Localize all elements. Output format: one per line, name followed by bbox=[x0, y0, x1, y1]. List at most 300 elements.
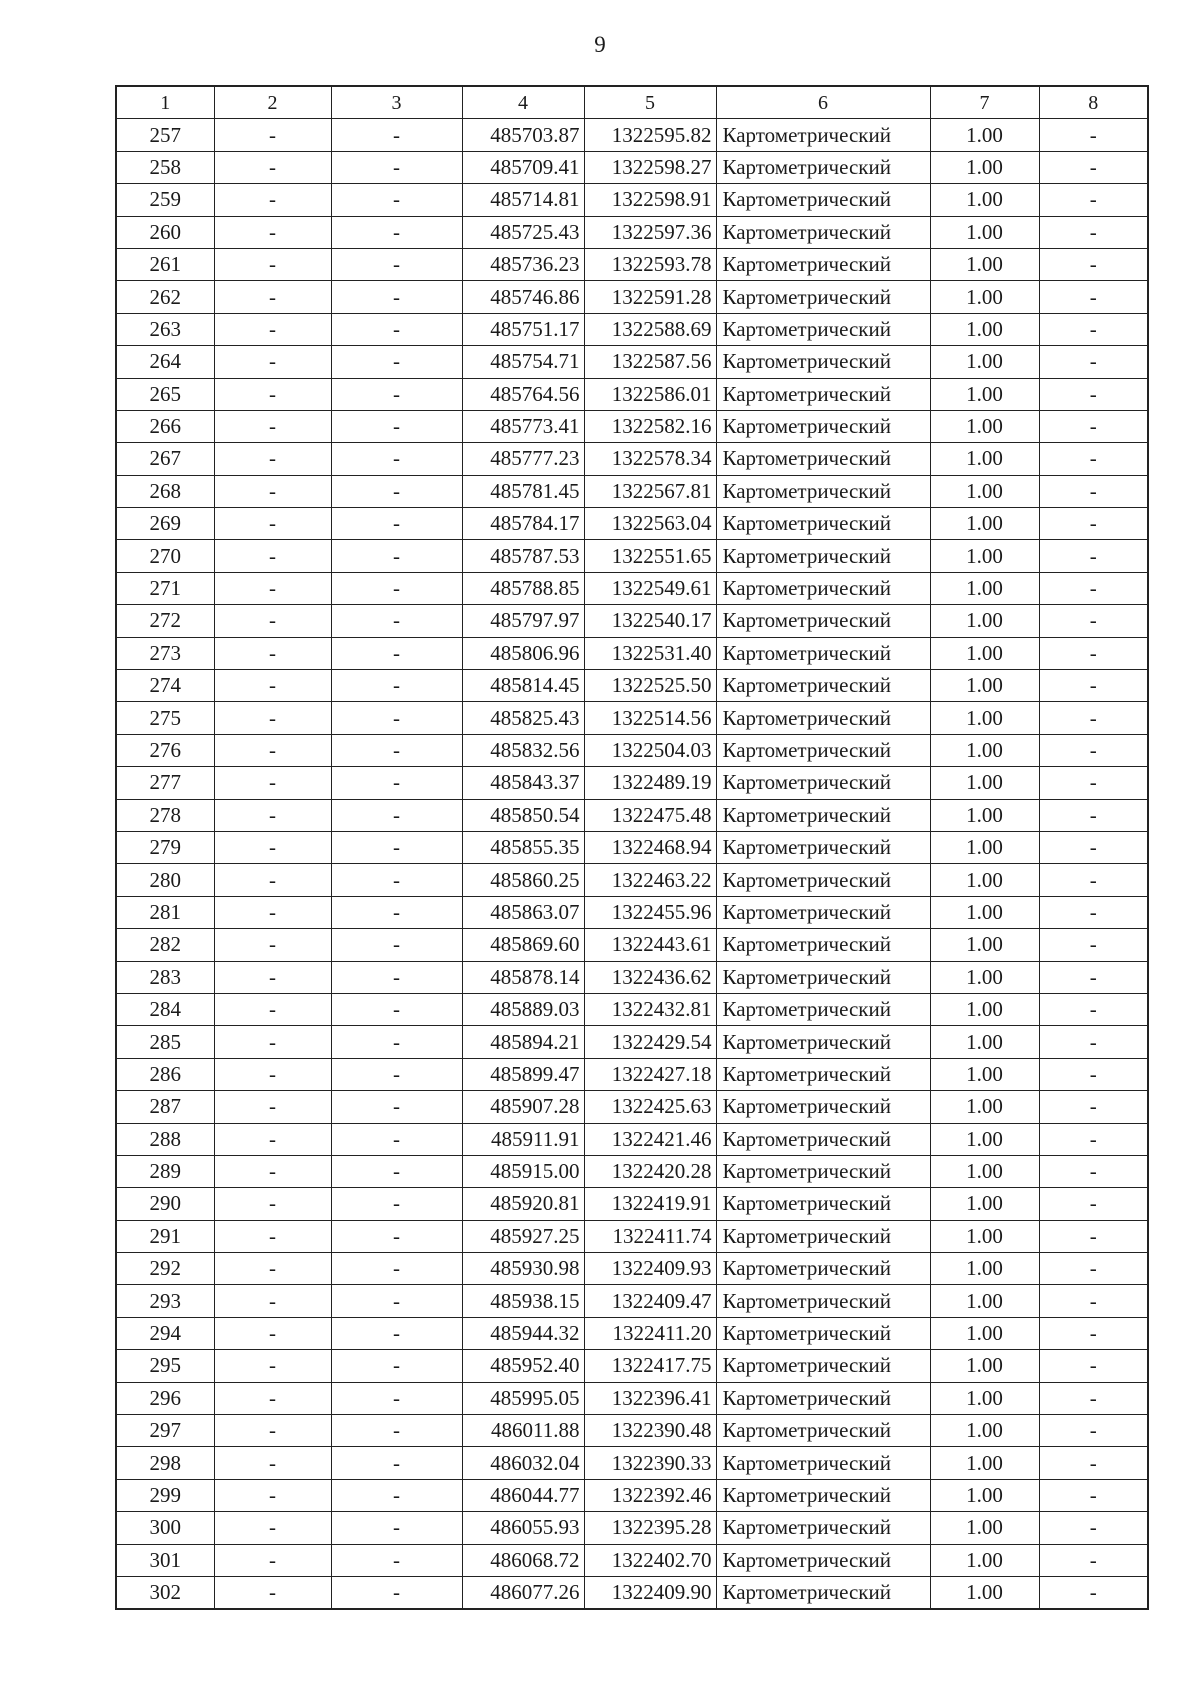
col-3-cell: - bbox=[331, 508, 462, 540]
col-2-cell: - bbox=[214, 637, 331, 669]
col-8-cell: - bbox=[1039, 929, 1148, 961]
col-8-cell: - bbox=[1039, 1026, 1148, 1058]
x-coordinate-cell: 486044.77 bbox=[462, 1479, 584, 1511]
table-row bbox=[116, 1479, 1148, 1511]
accuracy-cell: 1.00 bbox=[930, 151, 1039, 183]
col-2-cell: - bbox=[214, 1058, 331, 1090]
x-coordinate-cell: 485764.56 bbox=[462, 378, 584, 410]
x-coordinate-cell: 485746.86 bbox=[462, 281, 584, 313]
column-header: 4 bbox=[462, 86, 584, 119]
col-3-cell: - bbox=[331, 993, 462, 1025]
table-row bbox=[116, 572, 1148, 604]
y-coordinate-cell: 1322390.48 bbox=[584, 1415, 716, 1447]
method-cell: Картометрический bbox=[716, 831, 930, 863]
col-8-cell: - bbox=[1039, 1479, 1148, 1511]
y-coordinate-cell: 1322598.27 bbox=[584, 151, 716, 183]
col-3-cell: - bbox=[331, 1382, 462, 1414]
point-number-cell: 276 bbox=[116, 734, 214, 766]
x-coordinate-cell: 485714.81 bbox=[462, 184, 584, 216]
table-row bbox=[116, 540, 1148, 572]
col-2-cell: - bbox=[214, 346, 331, 378]
method-cell: Картометрический bbox=[716, 540, 930, 572]
method-cell: Картометрический bbox=[716, 572, 930, 604]
point-number-cell: 292 bbox=[116, 1253, 214, 1285]
col-2-cell: - bbox=[214, 475, 331, 507]
y-coordinate-cell: 1322421.46 bbox=[584, 1123, 716, 1155]
table-row bbox=[116, 993, 1148, 1025]
col-8-cell: - bbox=[1039, 1285, 1148, 1317]
x-coordinate-cell: 485736.23 bbox=[462, 248, 584, 280]
col-8-cell: - bbox=[1039, 896, 1148, 928]
col-8-cell: - bbox=[1039, 702, 1148, 734]
col-2-cell: - bbox=[214, 767, 331, 799]
table-row bbox=[116, 378, 1148, 410]
x-coordinate-cell: 485878.14 bbox=[462, 961, 584, 993]
x-coordinate-cell: 485995.05 bbox=[462, 1382, 584, 1414]
col-8-cell: - bbox=[1039, 1512, 1148, 1544]
x-coordinate-cell: 486077.26 bbox=[462, 1576, 584, 1609]
col-8-cell: - bbox=[1039, 1382, 1148, 1414]
table-row bbox=[116, 216, 1148, 248]
x-coordinate-cell: 485952.40 bbox=[462, 1350, 584, 1382]
table-row bbox=[116, 929, 1148, 961]
y-coordinate-cell: 1322409.90 bbox=[584, 1576, 716, 1609]
x-coordinate-cell: 485709.41 bbox=[462, 151, 584, 183]
x-coordinate-cell: 486032.04 bbox=[462, 1447, 584, 1479]
page-number: 9 bbox=[594, 32, 606, 57]
point-number-cell: 297 bbox=[116, 1415, 214, 1447]
accuracy-cell: 1.00 bbox=[930, 670, 1039, 702]
col-2-cell: - bbox=[214, 1155, 331, 1187]
y-coordinate-cell: 1322597.36 bbox=[584, 216, 716, 248]
col-2-cell: - bbox=[214, 508, 331, 540]
x-coordinate-cell: 485907.28 bbox=[462, 1091, 584, 1123]
point-number-cell: 275 bbox=[116, 702, 214, 734]
col-8-cell: - bbox=[1039, 864, 1148, 896]
method-cell: Картометрический bbox=[716, 1479, 930, 1511]
x-coordinate-cell: 485930.98 bbox=[462, 1253, 584, 1285]
col-3-cell: - bbox=[331, 443, 462, 475]
col-8-cell: - bbox=[1039, 540, 1148, 572]
col-3-cell: - bbox=[331, 929, 462, 961]
point-number-cell: 302 bbox=[116, 1576, 214, 1609]
accuracy-cell: 1.00 bbox=[930, 281, 1039, 313]
accuracy-cell: 1.00 bbox=[930, 508, 1039, 540]
table-row bbox=[116, 670, 1148, 702]
column-header: 7 bbox=[930, 86, 1039, 119]
accuracy-cell: 1.00 bbox=[930, 1576, 1039, 1609]
x-coordinate-cell: 485938.15 bbox=[462, 1285, 584, 1317]
point-number-cell: 287 bbox=[116, 1091, 214, 1123]
y-coordinate-cell: 1322420.28 bbox=[584, 1155, 716, 1187]
accuracy-cell: 1.00 bbox=[930, 1188, 1039, 1220]
y-coordinate-cell: 1322396.41 bbox=[584, 1382, 716, 1414]
y-coordinate-cell: 1322411.20 bbox=[584, 1317, 716, 1349]
method-cell: Картометрический bbox=[716, 443, 930, 475]
method-cell: Картометрический bbox=[716, 119, 930, 151]
y-coordinate-cell: 1322409.93 bbox=[584, 1253, 716, 1285]
point-number-cell: 295 bbox=[116, 1350, 214, 1382]
col-8-cell: - bbox=[1039, 184, 1148, 216]
accuracy-cell: 1.00 bbox=[930, 1220, 1039, 1252]
point-number-cell: 290 bbox=[116, 1188, 214, 1220]
col-3-cell: - bbox=[331, 605, 462, 637]
col-3-cell: - bbox=[331, 1026, 462, 1058]
method-cell: Картометрический bbox=[716, 605, 930, 637]
method-cell: Картометрический bbox=[716, 1544, 930, 1576]
col-3-cell: - bbox=[331, 864, 462, 896]
table-row bbox=[116, 1155, 1148, 1187]
column-header: 8 bbox=[1039, 86, 1148, 119]
y-coordinate-cell: 1322514.56 bbox=[584, 702, 716, 734]
method-cell: Картометрический bbox=[716, 1512, 930, 1544]
accuracy-cell: 1.00 bbox=[930, 475, 1039, 507]
col-8-cell: - bbox=[1039, 378, 1148, 410]
x-coordinate-cell: 485797.97 bbox=[462, 605, 584, 637]
col-8-cell: - bbox=[1039, 248, 1148, 280]
y-coordinate-cell: 1322409.47 bbox=[584, 1285, 716, 1317]
method-cell: Картометрический bbox=[716, 1447, 930, 1479]
point-number-cell: 260 bbox=[116, 216, 214, 248]
col-2-cell: - bbox=[214, 670, 331, 702]
col-2-cell: - bbox=[214, 1544, 331, 1576]
method-cell: Картометрический bbox=[716, 346, 930, 378]
col-3-cell: - bbox=[331, 378, 462, 410]
col-2-cell: - bbox=[214, 1447, 331, 1479]
col-8-cell: - bbox=[1039, 410, 1148, 442]
col-3-cell: - bbox=[331, 1285, 462, 1317]
x-coordinate-cell: 485863.07 bbox=[462, 896, 584, 928]
point-number-cell: 278 bbox=[116, 799, 214, 831]
col-3-cell: - bbox=[331, 184, 462, 216]
x-coordinate-cell: 485850.54 bbox=[462, 799, 584, 831]
x-coordinate-cell: 485843.37 bbox=[462, 767, 584, 799]
table-row bbox=[116, 151, 1148, 183]
col-2-cell: - bbox=[214, 1350, 331, 1382]
method-cell: Картометрический bbox=[716, 313, 930, 345]
col-8-cell: - bbox=[1039, 1576, 1148, 1609]
table-row bbox=[116, 1058, 1148, 1090]
x-coordinate-cell: 485725.43 bbox=[462, 216, 584, 248]
accuracy-cell: 1.00 bbox=[930, 896, 1039, 928]
method-cell: Картометрический bbox=[716, 1415, 930, 1447]
point-number-cell: 277 bbox=[116, 767, 214, 799]
table-row bbox=[116, 184, 1148, 216]
table-row bbox=[116, 702, 1148, 734]
col-3-cell: - bbox=[331, 151, 462, 183]
accuracy-cell: 1.00 bbox=[930, 313, 1039, 345]
point-number-cell: 273 bbox=[116, 637, 214, 669]
coordinates-table bbox=[115, 85, 1149, 1610]
x-coordinate-cell: 485860.25 bbox=[462, 864, 584, 896]
x-coordinate-cell: 485832.56 bbox=[462, 734, 584, 766]
col-3-cell: - bbox=[331, 1512, 462, 1544]
table-row bbox=[116, 281, 1148, 313]
y-coordinate-cell: 1322489.19 bbox=[584, 767, 716, 799]
col-3-cell: - bbox=[331, 767, 462, 799]
accuracy-cell: 1.00 bbox=[930, 734, 1039, 766]
table-row bbox=[116, 1382, 1148, 1414]
accuracy-cell: 1.00 bbox=[930, 1512, 1039, 1544]
table-row bbox=[116, 1447, 1148, 1479]
method-cell: Картометрический bbox=[716, 248, 930, 280]
method-cell: Картометрический bbox=[716, 281, 930, 313]
point-number-cell: 282 bbox=[116, 929, 214, 961]
col-3-cell: - bbox=[331, 1188, 462, 1220]
table-row bbox=[116, 1253, 1148, 1285]
col-2-cell: - bbox=[214, 313, 331, 345]
column-header: 5 bbox=[584, 86, 716, 119]
point-number-cell: 263 bbox=[116, 313, 214, 345]
y-coordinate-cell: 1322455.96 bbox=[584, 896, 716, 928]
accuracy-cell: 1.00 bbox=[930, 702, 1039, 734]
y-coordinate-cell: 1322427.18 bbox=[584, 1058, 716, 1090]
table-row bbox=[116, 1220, 1148, 1252]
point-number-cell: 257 bbox=[116, 119, 214, 151]
method-cell: Картометрический bbox=[716, 702, 930, 734]
col-2-cell: - bbox=[214, 1253, 331, 1285]
method-cell: Картометрический bbox=[716, 378, 930, 410]
col-8-cell: - bbox=[1039, 637, 1148, 669]
point-number-cell: 266 bbox=[116, 410, 214, 442]
x-coordinate-cell: 486055.93 bbox=[462, 1512, 584, 1544]
col-8-cell: - bbox=[1039, 1350, 1148, 1382]
y-coordinate-cell: 1322504.03 bbox=[584, 734, 716, 766]
col-8-cell: - bbox=[1039, 346, 1148, 378]
col-3-cell: - bbox=[331, 1544, 462, 1576]
table-row bbox=[116, 961, 1148, 993]
table-row bbox=[116, 475, 1148, 507]
col-3-cell: - bbox=[331, 1091, 462, 1123]
y-coordinate-cell: 1322525.50 bbox=[584, 670, 716, 702]
x-coordinate-cell: 485814.45 bbox=[462, 670, 584, 702]
accuracy-cell: 1.00 bbox=[930, 605, 1039, 637]
col-3-cell: - bbox=[331, 540, 462, 572]
col-2-cell: - bbox=[214, 961, 331, 993]
y-coordinate-cell: 1322588.69 bbox=[584, 313, 716, 345]
method-cell: Картометрический bbox=[716, 1350, 930, 1382]
col-3-cell: - bbox=[331, 313, 462, 345]
column-header: 3 bbox=[331, 86, 462, 119]
point-number-cell: 264 bbox=[116, 346, 214, 378]
table-row bbox=[116, 1544, 1148, 1576]
accuracy-cell: 1.00 bbox=[930, 929, 1039, 961]
accuracy-cell: 1.00 bbox=[930, 1285, 1039, 1317]
y-coordinate-cell: 1322402.70 bbox=[584, 1544, 716, 1576]
accuracy-cell: 1.00 bbox=[930, 1253, 1039, 1285]
accuracy-cell: 1.00 bbox=[930, 1123, 1039, 1155]
method-cell: Картометрический bbox=[716, 216, 930, 248]
col-8-cell: - bbox=[1039, 993, 1148, 1025]
table-row bbox=[116, 1026, 1148, 1058]
method-cell: Картометрический bbox=[716, 929, 930, 961]
method-cell: Картометрический bbox=[716, 1317, 930, 1349]
table-row bbox=[116, 1285, 1148, 1317]
accuracy-cell: 1.00 bbox=[930, 864, 1039, 896]
accuracy-cell: 1.00 bbox=[930, 1058, 1039, 1090]
col-3-cell: - bbox=[331, 670, 462, 702]
col-2-cell: - bbox=[214, 831, 331, 863]
x-coordinate-cell: 485777.23 bbox=[462, 443, 584, 475]
y-coordinate-cell: 1322551.65 bbox=[584, 540, 716, 572]
col-8-cell: - bbox=[1039, 831, 1148, 863]
col-8-cell: - bbox=[1039, 1091, 1148, 1123]
table-row bbox=[116, 864, 1148, 896]
col-3-cell: - bbox=[331, 1253, 462, 1285]
table-row bbox=[116, 1576, 1148, 1609]
table-row bbox=[116, 1091, 1148, 1123]
table-row bbox=[116, 1415, 1148, 1447]
col-2-cell: - bbox=[214, 1026, 331, 1058]
table-row bbox=[116, 734, 1148, 766]
y-coordinate-cell: 1322436.62 bbox=[584, 961, 716, 993]
x-coordinate-cell: 485825.43 bbox=[462, 702, 584, 734]
col-3-cell: - bbox=[331, 1123, 462, 1155]
col-2-cell: - bbox=[214, 184, 331, 216]
x-coordinate-cell: 486068.72 bbox=[462, 1544, 584, 1576]
accuracy-cell: 1.00 bbox=[930, 1382, 1039, 1414]
point-number-cell: 258 bbox=[116, 151, 214, 183]
col-8-cell: - bbox=[1039, 1188, 1148, 1220]
col-2-cell: - bbox=[214, 993, 331, 1025]
point-number-cell: 269 bbox=[116, 508, 214, 540]
method-cell: Картометрический bbox=[716, 184, 930, 216]
col-3-cell: - bbox=[331, 702, 462, 734]
col-8-cell: - bbox=[1039, 572, 1148, 604]
method-cell: Картометрический bbox=[716, 1091, 930, 1123]
method-cell: Картометрический bbox=[716, 1576, 930, 1609]
col-2-cell: - bbox=[214, 864, 331, 896]
y-coordinate-cell: 1322417.75 bbox=[584, 1350, 716, 1382]
x-coordinate-cell: 485899.47 bbox=[462, 1058, 584, 1090]
accuracy-cell: 1.00 bbox=[930, 1544, 1039, 1576]
y-coordinate-cell: 1322425.63 bbox=[584, 1091, 716, 1123]
table-row bbox=[116, 119, 1148, 151]
accuracy-cell: 1.00 bbox=[930, 443, 1039, 475]
accuracy-cell: 1.00 bbox=[930, 767, 1039, 799]
accuracy-cell: 1.00 bbox=[930, 831, 1039, 863]
point-number-cell: 285 bbox=[116, 1026, 214, 1058]
point-number-cell: 298 bbox=[116, 1447, 214, 1479]
col-8-cell: - bbox=[1039, 313, 1148, 345]
y-coordinate-cell: 1322586.01 bbox=[584, 378, 716, 410]
point-number-cell: 301 bbox=[116, 1544, 214, 1576]
x-coordinate-cell: 485911.91 bbox=[462, 1123, 584, 1155]
method-cell: Картометрический bbox=[716, 1285, 930, 1317]
accuracy-cell: 1.00 bbox=[930, 572, 1039, 604]
col-2-cell: - bbox=[214, 605, 331, 637]
table-row bbox=[116, 896, 1148, 928]
col-3-cell: - bbox=[331, 216, 462, 248]
col-8-cell: - bbox=[1039, 1058, 1148, 1090]
col-2-cell: - bbox=[214, 1317, 331, 1349]
col-3-cell: - bbox=[331, 410, 462, 442]
point-number-cell: 289 bbox=[116, 1155, 214, 1187]
y-coordinate-cell: 1322395.28 bbox=[584, 1512, 716, 1544]
table-row bbox=[116, 1123, 1148, 1155]
point-number-cell: 261 bbox=[116, 248, 214, 280]
col-2-cell: - bbox=[214, 410, 331, 442]
col-3-cell: - bbox=[331, 637, 462, 669]
col-3-cell: - bbox=[331, 799, 462, 831]
accuracy-cell: 1.00 bbox=[930, 1479, 1039, 1511]
method-cell: Картометрический bbox=[716, 1382, 930, 1414]
col-2-cell: - bbox=[214, 1285, 331, 1317]
point-number-cell: 279 bbox=[116, 831, 214, 863]
y-coordinate-cell: 1322582.16 bbox=[584, 410, 716, 442]
y-coordinate-cell: 1322591.28 bbox=[584, 281, 716, 313]
accuracy-cell: 1.00 bbox=[930, 799, 1039, 831]
point-number-cell: 272 bbox=[116, 605, 214, 637]
table-row bbox=[116, 443, 1148, 475]
col-3-cell: - bbox=[331, 248, 462, 280]
col-8-cell: - bbox=[1039, 1155, 1148, 1187]
column-header: 6 bbox=[716, 86, 930, 119]
point-number-cell: 293 bbox=[116, 1285, 214, 1317]
x-coordinate-cell: 486011.88 bbox=[462, 1415, 584, 1447]
point-number-cell: 262 bbox=[116, 281, 214, 313]
table-row bbox=[116, 508, 1148, 540]
y-coordinate-cell: 1322475.48 bbox=[584, 799, 716, 831]
y-coordinate-cell: 1322598.91 bbox=[584, 184, 716, 216]
table-row bbox=[116, 799, 1148, 831]
table-row bbox=[116, 346, 1148, 378]
x-coordinate-cell: 485920.81 bbox=[462, 1188, 584, 1220]
point-number-cell: 268 bbox=[116, 475, 214, 507]
col-3-cell: - bbox=[331, 475, 462, 507]
col-8-cell: - bbox=[1039, 443, 1148, 475]
col-8-cell: - bbox=[1039, 961, 1148, 993]
col-2-cell: - bbox=[214, 1512, 331, 1544]
col-2-cell: - bbox=[214, 1123, 331, 1155]
table-row bbox=[116, 637, 1148, 669]
y-coordinate-cell: 1322392.46 bbox=[584, 1479, 716, 1511]
y-coordinate-cell: 1322563.04 bbox=[584, 508, 716, 540]
method-cell: Картометрический bbox=[716, 1188, 930, 1220]
y-coordinate-cell: 1322531.40 bbox=[584, 637, 716, 669]
point-number-cell: 299 bbox=[116, 1479, 214, 1511]
col-2-cell: - bbox=[214, 1382, 331, 1414]
y-coordinate-cell: 1322463.22 bbox=[584, 864, 716, 896]
col-2-cell: - bbox=[214, 119, 331, 151]
x-coordinate-cell: 485781.45 bbox=[462, 475, 584, 507]
y-coordinate-cell: 1322578.34 bbox=[584, 443, 716, 475]
point-number-cell: 267 bbox=[116, 443, 214, 475]
point-number-cell: 259 bbox=[116, 184, 214, 216]
table-row bbox=[116, 605, 1148, 637]
col-8-cell: - bbox=[1039, 151, 1148, 183]
col-2-cell: - bbox=[214, 216, 331, 248]
y-coordinate-cell: 1322595.82 bbox=[584, 119, 716, 151]
point-number-cell: 291 bbox=[116, 1220, 214, 1252]
header-row bbox=[116, 86, 1148, 119]
x-coordinate-cell: 485889.03 bbox=[462, 993, 584, 1025]
method-cell: Картометрический bbox=[716, 1253, 930, 1285]
col-3-cell: - bbox=[331, 281, 462, 313]
method-cell: Картометрический bbox=[716, 767, 930, 799]
accuracy-cell: 1.00 bbox=[930, 1091, 1039, 1123]
col-8-cell: - bbox=[1039, 475, 1148, 507]
accuracy-cell: 1.00 bbox=[930, 1026, 1039, 1058]
table-row bbox=[116, 1350, 1148, 1382]
col-8-cell: - bbox=[1039, 1415, 1148, 1447]
y-coordinate-cell: 1322390.33 bbox=[584, 1447, 716, 1479]
x-coordinate-cell: 485894.21 bbox=[462, 1026, 584, 1058]
col-2-cell: - bbox=[214, 151, 331, 183]
y-coordinate-cell: 1322540.17 bbox=[584, 605, 716, 637]
col-2-cell: - bbox=[214, 799, 331, 831]
col-8-cell: - bbox=[1039, 1220, 1148, 1252]
